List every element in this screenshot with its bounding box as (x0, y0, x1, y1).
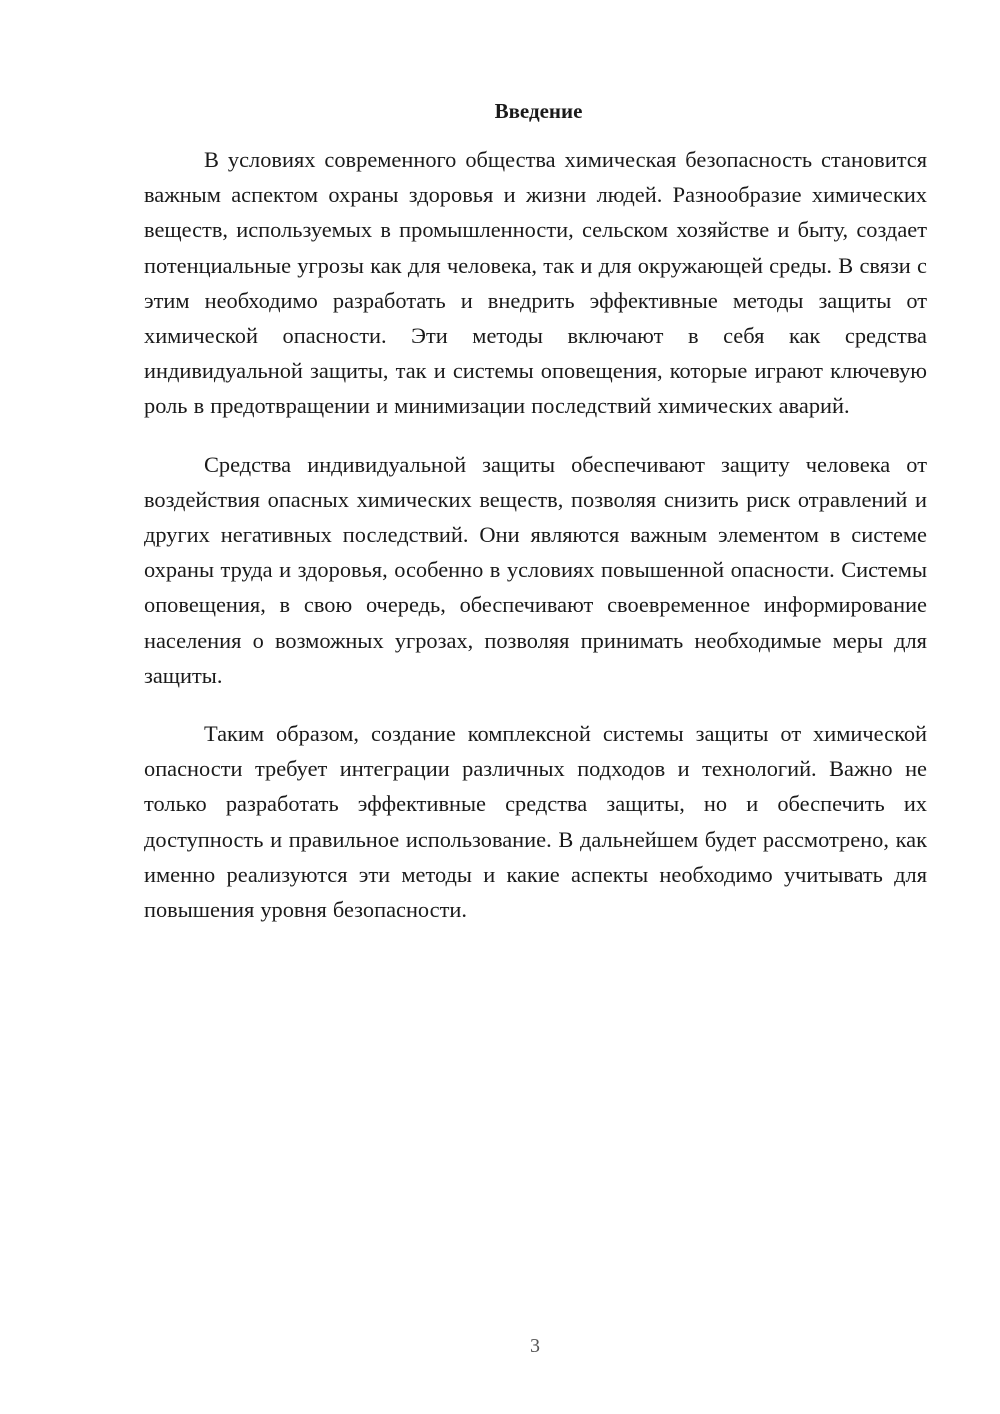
page-title: Введение (494, 99, 583, 123)
paragraph-intro: В условиях современного общества химическая безопасность становится важным аспектом охраны здоровья и жизни людей. Разнообразие химических веществ, используемых в промышленности, сельском хозяйстве и быту, создает потенциальные угрозы как для человека, так и для окружающей среды. В связи с этим необходимо разработать и внедрить эффективные методы защиты от химической опасности. Эти методы включают в себя как средства индивидуальной защиты, так и системы оповещения, которые играют ключевую роль в предотвращении и минимизации последствий химических аварий. (144, 147, 927, 419)
page-number: 3 (530, 1335, 540, 1357)
paragraph-protection-means: Средства индивидуальной защиты обеспечивают защиту человека от воздействия опасных химических веществ, позволяя снизить риск отравлений и других негативных последствий. Они являются важным элементом в системе охраны труда и здоровья, особенно в условиях повышенной опасности. Системы оповещения, в свою очередь, обеспечивают своевременное информирование населения о возможных угрозах, позволяя принимать необходимые меры для защиты. (144, 451, 927, 688)
page-content (144, 95, 927, 950)
paragraph-conclusion: Таким образом, создание комплексной системы защиты от химической опасности требует интеграции различных подходов и технологий. Важно не только разработать эффективные средства защиты, но и обеспечить их доступность и правильное использование. В дальнейшем будет рассмотрено, как именно реализуются эти методы и какие аспекты необходимо учитывать для повышения уровня безопасности. (144, 721, 927, 923)
